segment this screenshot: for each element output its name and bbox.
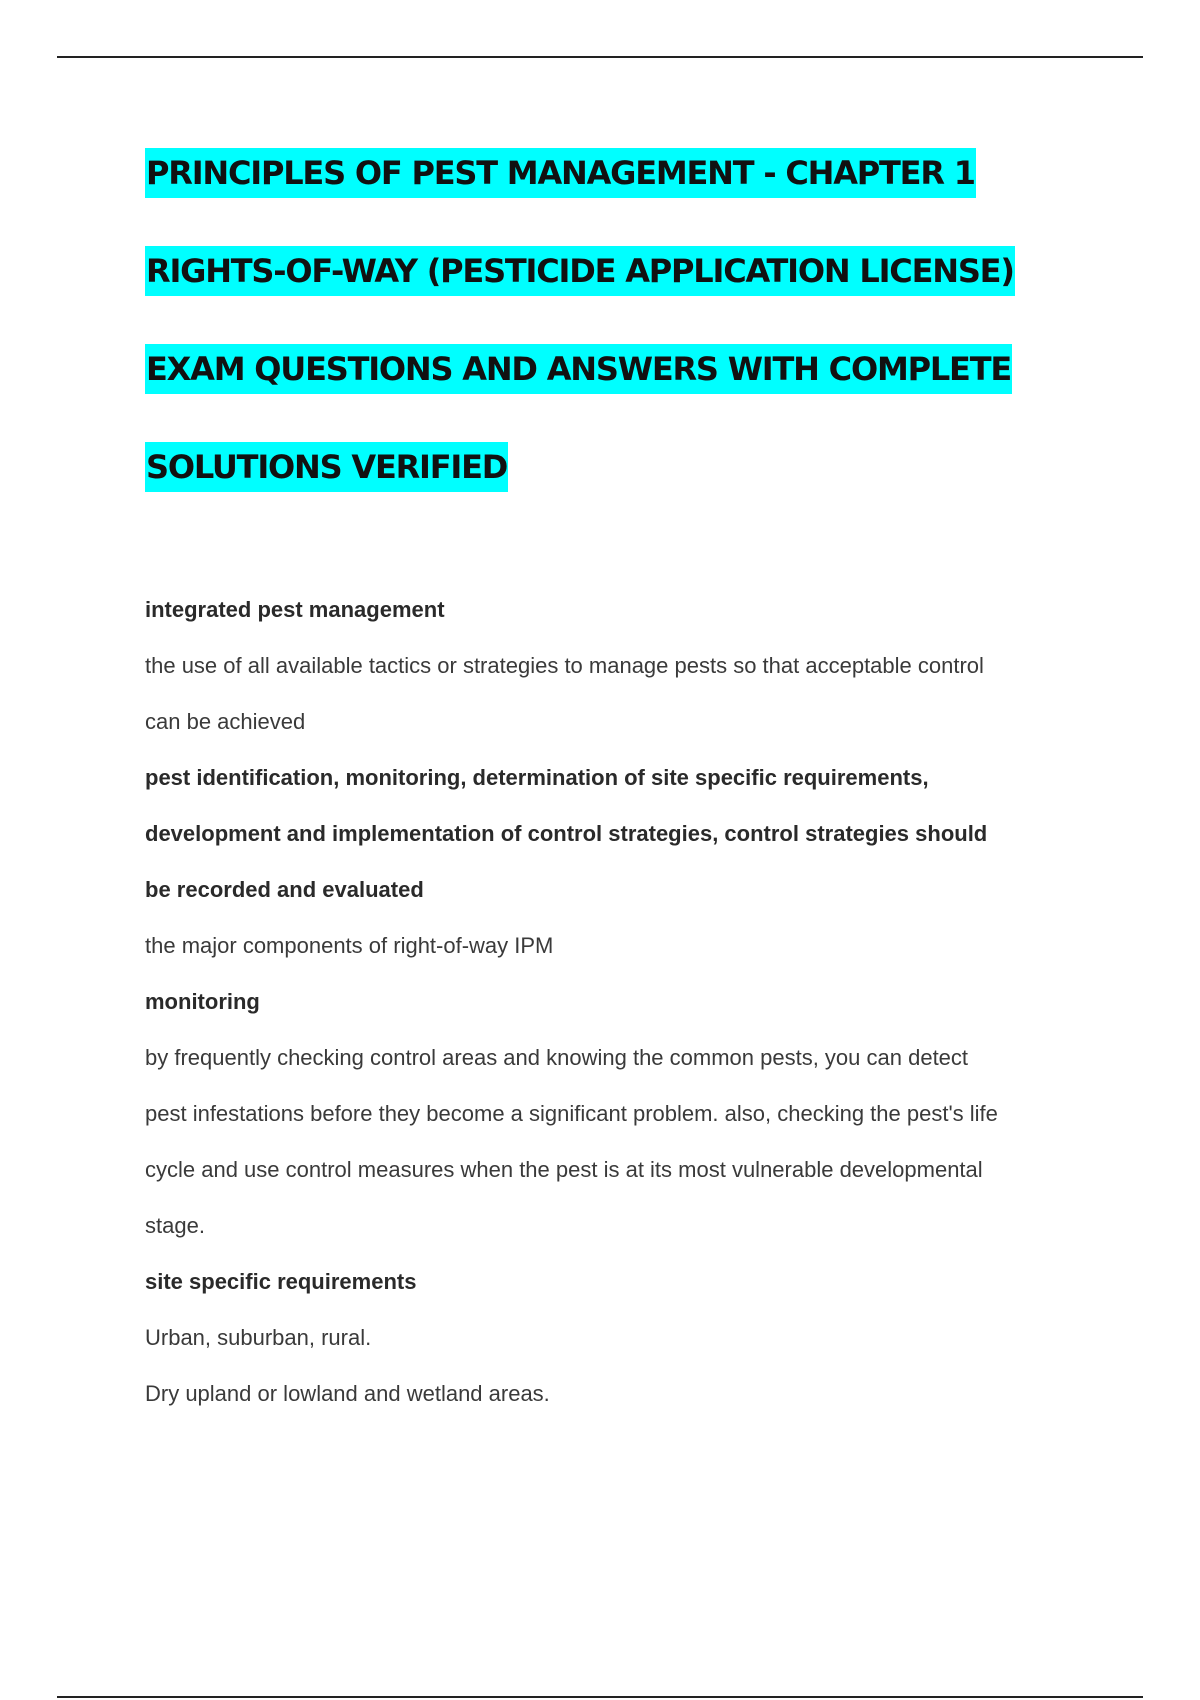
title-line-text: PRINCIPLES OF PEST MANAGEMENT - CHAPTER 1 [145,148,976,198]
title-line-text: RIGHTS-OF-WAY (PESTICIDE APPLICATION LICENSE) [145,246,1015,296]
title-line-text: EXAM QUESTIONS AND ANSWERS WITH COMPLETE [145,344,1012,394]
card-definition: Urban, suburban, rural. Dry upland or lowland and wetland areas. [145,1325,550,1406]
card-term: integrated pest management [145,597,445,622]
card-definition: by frequently checking control areas and knowing the common pests, you can detect pest infestations before they become a significant problem. also, checking the pest's life cycle and use control measures when the pest is at its most vulnerable developmental stage. [145,1045,998,1238]
title-line-text: SOLUTIONS VERIFIED [145,442,508,492]
document-title [145,148,1105,540]
title-line [145,148,1105,246]
card-term: pest identification, monitoring, determination of site specific requirements, development and implementation of control strategies, control strategies should be recorded and evaluated [145,765,988,902]
header-rule [57,56,1143,58]
title-line [145,246,1105,344]
title-line [145,344,1105,442]
card-term: monitoring [145,989,260,1014]
card-term: site specific requirements [145,1269,417,1294]
card-definition: the use of all available tactics or strategies to manage pests so that acceptable control can be achieved [145,653,984,734]
footer-rule [57,1696,1143,1698]
card-definition: the major components of right-of-way IPM [145,933,554,958]
title-line [145,442,1105,540]
flashcard-list [145,582,1105,1422]
